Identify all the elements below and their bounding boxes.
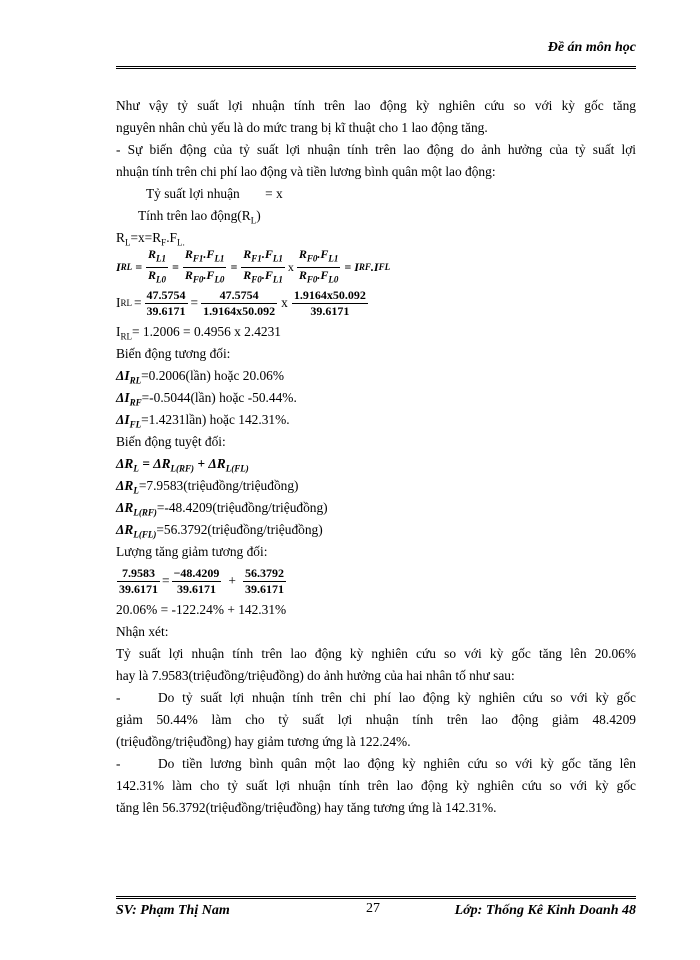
formula-rl	[116, 227, 636, 249]
subscript: F0	[306, 273, 318, 284]
operator: =	[133, 295, 142, 310]
fraction	[297, 247, 341, 287]
operator: x	[287, 260, 294, 274]
denominator: 39.6171	[119, 581, 158, 596]
operator: =	[230, 260, 238, 274]
subscript: FL	[129, 419, 142, 430]
operator: +	[228, 573, 236, 588]
fraction	[145, 288, 188, 319]
subscript: L1	[214, 253, 225, 264]
value-text: =1.4231lần) hoặc 142.31%.	[141, 412, 290, 427]
subscript: L(FL)	[133, 529, 157, 540]
subscript: L	[133, 485, 139, 496]
fraction	[201, 288, 277, 319]
symbol: R	[184, 267, 193, 282]
symbol: I	[116, 295, 121, 310]
operator: =	[190, 295, 199, 310]
relative-amount-formula	[116, 563, 636, 599]
section-title: Biến động tuyệt đối:	[116, 434, 226, 449]
bullet-line	[116, 687, 636, 709]
symbol: R	[148, 267, 157, 282]
operator: =	[135, 260, 143, 274]
symbol: ΔR	[153, 456, 171, 471]
percent-line: 20.06% = -122.24% + 142.31%	[116, 602, 287, 617]
numerator: −48.4209	[173, 565, 220, 580]
absolute-change-equation	[116, 453, 636, 475]
subscript: F1	[192, 253, 204, 264]
paragraph-line: nhuận tính trên chi phí lao động và tiền lương bình quân một lao động:	[116, 164, 496, 179]
symbol: R	[243, 247, 252, 262]
symbol: R	[148, 247, 157, 262]
bullet-text: Do tiền lương bình quân một lao động kỳ nghiên cứu so với kỳ gốc tăng lên	[158, 756, 636, 771]
symbol: .F	[203, 267, 215, 282]
operator: =	[172, 260, 179, 274]
section-title: Biến động tương đối:	[116, 346, 231, 361]
paragraph-line: hay là 7.9583(triệuđồng/triệuđồng) do ảnh hưởng của hai nhân tố như sau:	[116, 668, 515, 683]
paragraph-line: - Sự biến động của tỷ suất lợi nhuận tính trên lao động do ảnh hưởng của tỷ suất lợi	[116, 142, 636, 157]
numerator: 47.5754	[146, 287, 186, 302]
subscript: RF	[129, 397, 142, 408]
subscript: L(FL)	[225, 463, 249, 474]
symbol: .F	[203, 247, 215, 262]
operator: =	[142, 456, 150, 471]
subscript: L0	[328, 273, 339, 284]
symbol: ΔR	[116, 522, 134, 537]
subscript: L0	[214, 273, 225, 284]
bullet-line	[116, 753, 636, 775]
subscript: L(RF)	[170, 463, 195, 474]
definition-line	[116, 205, 636, 227]
definition-line	[116, 183, 636, 205]
document-body	[116, 95, 636, 819]
fraction	[243, 566, 286, 597]
subscript: L1	[328, 253, 339, 264]
symbol: .I	[370, 260, 379, 274]
definition-label: Tỷ suất lợi nhuận	[146, 186, 240, 201]
denominator: 39.6171	[310, 303, 350, 318]
symbol: R	[298, 247, 307, 262]
denominator: 39.6171	[176, 581, 216, 596]
operator: +	[197, 456, 206, 471]
symbol: R	[116, 230, 125, 245]
fraction	[183, 247, 227, 287]
symbol: I	[116, 260, 121, 274]
symbol: =x=R	[130, 230, 162, 245]
subscript: L	[124, 237, 131, 248]
denominator: 39.6171	[244, 581, 284, 596]
symbol: I	[116, 324, 121, 339]
definition-eq: = x	[265, 186, 283, 201]
symbol: R	[184, 247, 193, 262]
symbol: R	[298, 267, 307, 282]
bullet-dash: -	[116, 756, 121, 771]
formula-result	[116, 321, 636, 343]
footer-student: SV: Phạm Thị Nam	[116, 903, 230, 918]
symbol: .F	[166, 230, 177, 245]
subscript: RL	[120, 331, 132, 342]
absolute-change-1	[116, 475, 636, 497]
numerator: 7.9583	[117, 566, 160, 582]
symbol: ΔR	[116, 500, 134, 515]
paragraph-line: nguyên nhân chủ yếu là do mức trang bị kĩ thuật cho 1 lao động tăng.	[116, 120, 488, 135]
symbol: .F	[317, 247, 329, 262]
symbol: ΔR	[116, 478, 134, 493]
numerator: 56.3792	[244, 565, 284, 580]
symbol: R	[243, 267, 252, 282]
subscript: RL	[120, 298, 132, 308]
value-text: =56.3792(triệuđồng/triệuđồng)	[156, 522, 323, 537]
absolute-change-2	[116, 497, 636, 519]
fraction	[172, 566, 222, 597]
subscript: F0	[251, 273, 262, 284]
symbol: ΔI	[116, 412, 130, 427]
section-title: Nhận xét:	[116, 624, 169, 639]
symbol: .F	[317, 267, 329, 282]
symbol: .F	[261, 247, 273, 262]
subscript: F0	[306, 253, 318, 264]
subscript: L1	[272, 253, 283, 264]
subscript: F1	[251, 253, 262, 264]
header-rule	[116, 66, 636, 69]
subscript: L(RF)	[133, 507, 157, 518]
subscript: L.	[176, 237, 185, 248]
operator: =	[162, 573, 170, 588]
subscript: FL	[378, 262, 391, 272]
subscript: RL	[120, 262, 133, 272]
symbol: = I	[344, 260, 359, 274]
symbol: ΔR	[116, 456, 134, 471]
subscript: L1	[156, 253, 167, 264]
bullet-dash: -	[116, 690, 121, 705]
subscript: L1	[272, 273, 283, 284]
fraction	[146, 247, 168, 287]
formula-index	[116, 249, 636, 285]
paragraph-line: tăng lên 56.3792(triệuđồng/triệuđồng) hay tăng tương ứng là 142.31%.	[116, 800, 497, 815]
value-text: =-48.4209(triệuđồng/triệuđồng)	[156, 500, 328, 515]
header-title: Đề án môn học	[547, 40, 636, 55]
numerator: 1.9164x50.092	[293, 287, 366, 302]
subscript: L0	[156, 273, 167, 284]
subscript: RF	[358, 262, 371, 272]
symbol: ΔI	[116, 390, 130, 405]
paragraph-line: (triệuđồng/triệuđồng) hay giảm tương ứng là 122.24%.	[116, 734, 411, 749]
section-title: Lượng tăng giảm tương đối:	[116, 544, 268, 559]
absolute-change-3	[116, 519, 636, 541]
bullet-text: Do tỷ suất lợi nhuận tính trên chi phí lao động kỳ nghiên cứu so với kỳ gốc	[158, 690, 636, 705]
fraction	[292, 288, 368, 319]
formula-text: = 1.2006 = 0.4956 x 2.4231	[131, 324, 281, 339]
subscript: F	[161, 237, 167, 248]
symbol: ΔR	[208, 456, 226, 471]
operator: x	[281, 295, 288, 310]
denominator: 1.9164x50.092	[203, 303, 276, 318]
relative-change-2	[116, 387, 636, 409]
footer-class: Lớp: Thống Kê Kinh Doanh 48	[454, 903, 636, 918]
paragraph-line: giảm 50.44% làm cho tỷ suất lợi nhuận tính trên lao động giảm 48.4209	[116, 712, 636, 727]
relative-change-3	[116, 409, 636, 431]
formula-values	[116, 285, 636, 321]
fraction	[241, 247, 285, 287]
value-text: =-0.5044(lần) hoặc -50.44%.	[141, 390, 297, 405]
fraction	[117, 566, 160, 597]
value-text: =7.9583(triệuđồng/triệuđồng)	[138, 478, 299, 493]
footer-rule	[116, 896, 636, 899]
paragraph-line: Tỷ suất lợi nhuận tính trên lao động kỳ nghiên cứu so với kỳ gốc tăng lên 20.06%	[116, 646, 636, 661]
subscript: L	[250, 215, 257, 226]
definition-label: Tính trên lao động(R	[138, 208, 251, 223]
denominator: 39.6171	[146, 303, 186, 318]
page-number: 27	[366, 901, 380, 916]
symbol: ΔI	[116, 368, 130, 383]
numerator: 47.5754	[201, 288, 277, 304]
paragraph-line: Như vậy tỷ suất lợi nhuận tính trên lao động kỳ nghiên cứu so với kỳ gốc tăng	[116, 98, 636, 113]
definition-label: )	[256, 208, 261, 223]
relative-change-1	[116, 365, 636, 387]
subscript: RL	[129, 375, 142, 386]
symbol: .F	[261, 267, 273, 282]
paragraph-line: 142.31% làm cho tỷ suất lợi nhuận tính trên lao động kỳ nghiên cứu so với kỳ gốc	[116, 778, 636, 793]
subscript: L	[133, 463, 139, 474]
subscript: F0	[192, 273, 204, 284]
value-text: =0.2006(lần) hoặc 20.06%	[141, 368, 285, 383]
